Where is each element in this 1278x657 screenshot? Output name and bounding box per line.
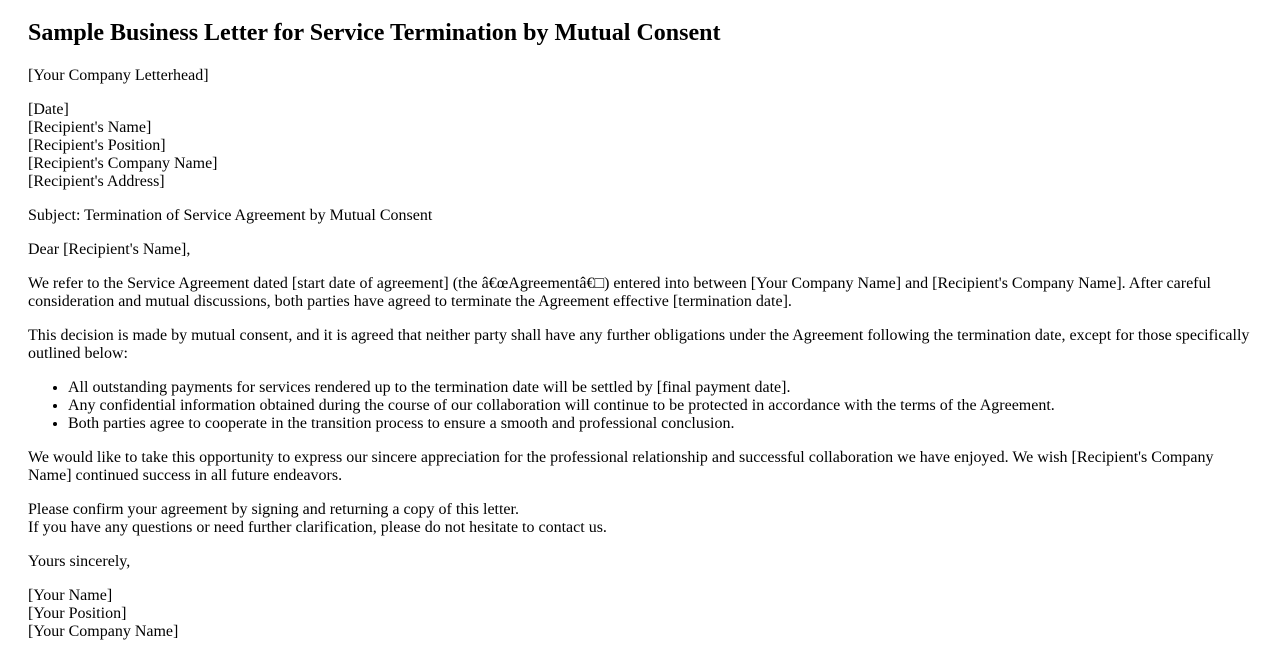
termination-terms-list — [28, 379, 1250, 433]
recipient-address-placeholder: [Recipient's Address] — [28, 173, 165, 190]
letter-title: Sample Business Letter for Service Termination by Mutual Consent — [28, 20, 721, 46]
closing-line-confirm: Please confirm your agreement by signing and returning a copy of this letter. — [28, 501, 519, 518]
sender-position-placeholder: [Your Position] — [28, 605, 127, 622]
recipient-name-placeholder: [Recipient's Name] — [28, 119, 152, 136]
list-item: • All outstanding payments for services rendered up to the termination date will be settled by [final payment date]. — [68, 379, 1250, 397]
recipient-position-placeholder: [Recipient's Position] — [28, 137, 166, 154]
subject-line: Subject: Termination of Service Agreement by Mutual Consent — [28, 207, 433, 224]
salutation: Dear [Recipient's Name], — [28, 241, 191, 258]
sender-name-placeholder: [Your Name] — [28, 587, 113, 604]
sender-company-placeholder: [Your Company Name] — [28, 623, 179, 640]
list-item: • Any confidential information obtained during the course of our collaboration will continue to be protected in accordance with the terms of the Agreement. — [68, 397, 1250, 415]
letterhead-placeholder: [Your Company Letterhead] — [28, 67, 209, 84]
signoff: Yours sincerely, — [28, 553, 131, 570]
paragraph-appreciation: We would like to take this opportunity to express our sincere appreciation for the professional relationship and successful collaboration we have enjoyed. We wish [Recipient's Company Name] continued success in all future endeavors. — [28, 449, 1214, 484]
list-item: • Both parties agree to cooperate in the transition process to ensure a smooth and professional conclusion. — [68, 415, 1250, 433]
paragraph-mutual-decision: This decision is made by mutual consent, and it is agreed that neither party shall have any further obligations under the Agreement following the termination date, except for those specifically outlined below: — [28, 327, 1250, 362]
closing-line-questions: If you have any questions or need further clarification, please do not hesitate to contact us. — [28, 519, 607, 536]
letter-page — [28, 20, 1250, 641]
date-placeholder: [Date] — [28, 101, 69, 118]
closing-instructions — [28, 501, 1250, 537]
signature-block — [28, 587, 1250, 641]
recipient-address-block — [28, 101, 1250, 191]
paragraph-agreement-reference: We refer to the Service Agreement dated [start date of agreement] (the â€œAgreementâ€□) entered into between [Your Company Name] and [Recipient's Company Name]. After careful consideration and mutual discussions, both parties have agreed to terminate the Agreement effective [termination date]. — [28, 275, 1211, 310]
recipient-company-placeholder: [Recipient's Company Name] — [28, 155, 218, 172]
